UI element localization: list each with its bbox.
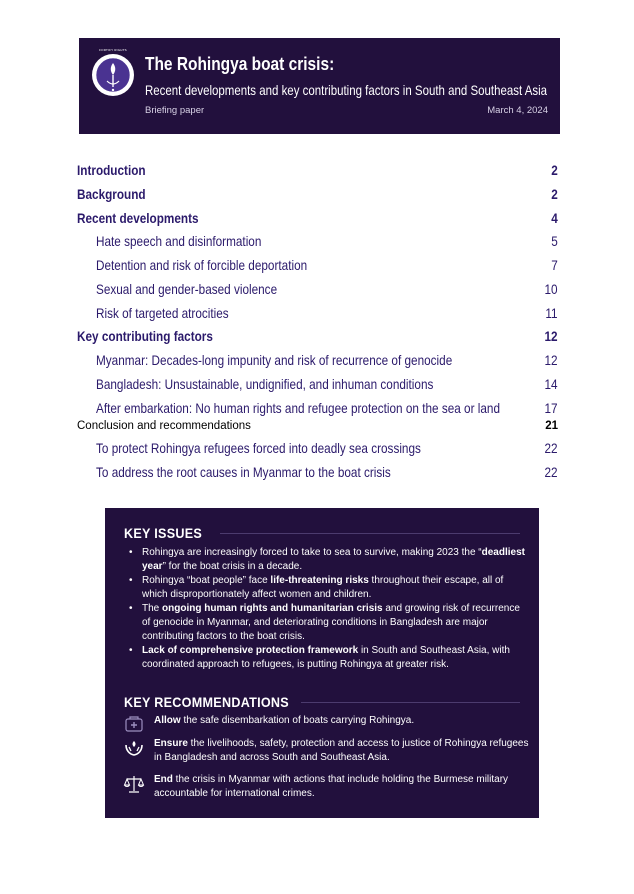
report-header [79,38,560,134]
key-issue-text: in South and Southeast Asia, with coordinated approach to refugees, is putting Rohingya at greater risk. [142,645,510,670]
recommendation-text [154,737,530,765]
recommendation-verb: End [154,774,173,785]
toc-entry[interactable] [0,328,634,346]
key-issue-item [127,644,527,671]
logo-wordmark: FORTIFY RIGHTS [99,48,127,52]
toc-entry[interactable] [0,464,634,482]
recommendation-verb: Ensure [154,738,188,749]
key-issue-text: The [142,603,163,615]
recommendation-text [154,714,530,728]
key-findings-box [105,508,539,818]
toc-entry-page: 4 [551,210,558,226]
toc-entry-page: 7 [551,257,558,273]
toc-entry-label: Hate speech and disinformation [96,233,262,249]
toc-entry-page: 10 [544,281,558,297]
key-issue-item [127,546,527,573]
toc-entry-label: To protect Rohingya refugees forced into deadly sea crossings [96,440,421,456]
toc-entry[interactable] [0,233,634,251]
toc-entry-page: 12 [544,328,558,344]
toc-entry-page: 17 [544,400,558,416]
toc-entry[interactable] [0,162,634,180]
key-recommendations-heading: KEY RECOMMENDATIONS [124,694,289,710]
toc-entry-label: Introduction [77,162,146,178]
toc-entry-page: 12 [544,352,558,368]
toc-entry-label: To address the root causes in Myanmar to the boat crisis [96,464,391,480]
toc-entry[interactable] [0,440,634,458]
toc-entry[interactable] [0,281,634,299]
toc-entry-label: Key contributing factors [77,328,213,344]
toc-entry-label: Recent developments [77,210,199,226]
key-issue-text: throughout their escape, all of which disproportionately affect women and children. [142,575,504,600]
toc-entry-page: 22 [544,464,558,480]
toc-entry-page: 21 [545,420,558,432]
key-issue-emphasis: life-threatening risks [270,575,369,587]
toc-entry-page: 2 [551,162,558,178]
report-title: The Rohingya boat crisis: [145,54,335,74]
rescue-boat-icon [123,714,145,736]
toc-entry-label: After embarkation: No human rights and refugee protection on the sea or land [96,400,501,416]
justice-scales-icon [123,773,145,795]
toc-entry-page: 5 [551,233,558,249]
recommendation-body: the livelihoods, safety, protection and access to justice of Rohingya refugees in Bangladesh and across South and Southeast Asia. [154,738,529,763]
key-issue-emphasis: Lack of comprehensive protection framework [142,645,359,657]
report-subtitle: Recent developments and key contributing factors in South and Southeast Asia [145,82,548,98]
key-issues-heading: KEY ISSUES [124,525,203,541]
key-issue-text: Rohingya “boat people” face [142,575,271,587]
recommendation-body: the crisis in Myanmar with actions that include holding the Burmese military accountable for international crimes. [154,774,509,799]
toc-entry-label: Conclusion and recommendations [77,420,251,432]
protecting-hands-icon [123,737,145,759]
toc-entry[interactable] [0,400,634,418]
heading-rule [220,533,520,534]
toc-entry[interactable] [0,420,634,438]
document-type: Briefing paper [145,105,205,116]
toc-entry-page: 2 [551,186,558,202]
heading-rule [301,702,520,703]
key-issue-item [127,574,527,601]
toc-entry[interactable] [0,352,634,370]
toc-entry-page: 22 [544,440,558,456]
key-issues-list [127,546,527,672]
key-issue-emphasis: ongoing human rights and humanitarian crisis [162,603,383,615]
toc-entry[interactable] [0,257,634,275]
key-issue-emphasis: deadliest year [142,547,525,572]
key-issue-text: and growing risk of recurrence of genocide in Myanmar, and deteriorating conditions in Bangladesh are major contributing factors to the boat crisis. [142,603,520,642]
key-issue-item [127,602,527,643]
org-seal-icon [91,53,135,97]
toc-entry-label: Detention and risk of forcible deportation [96,257,308,273]
recommendation-verb: Allow [154,715,181,726]
recommendation-body: the safe disembarkation of boats carrying Rohingya. [180,715,415,726]
toc-entry[interactable] [0,210,634,228]
recommendation-text [154,773,530,801]
toc-entry[interactable] [0,186,634,204]
report-date: March 4, 2024 [487,105,548,116]
toc-entry-label: Background [77,186,146,202]
toc-entry-page: 14 [544,376,558,392]
key-issue-text: ” for the boat crisis in a decade. [162,560,303,572]
toc-entry-label: Risk of targeted atrocities [96,305,229,321]
key-issue-text: Rohingya are increasingly forced to take to sea to survive, making 2023 the “ [142,547,482,558]
toc-entry-label: Sexual and gender-based violence [96,281,278,297]
toc-entry[interactable] [0,376,634,394]
toc-entry-page: 11 [545,305,558,321]
toc-entry[interactable] [0,305,634,323]
toc-entry-label: Bangladesh: Unsustainable, undignified, and inhuman conditions [96,376,434,392]
toc-entry-label: Myanmar: Decades-long impunity and risk of recurrence of genocide [96,352,453,368]
